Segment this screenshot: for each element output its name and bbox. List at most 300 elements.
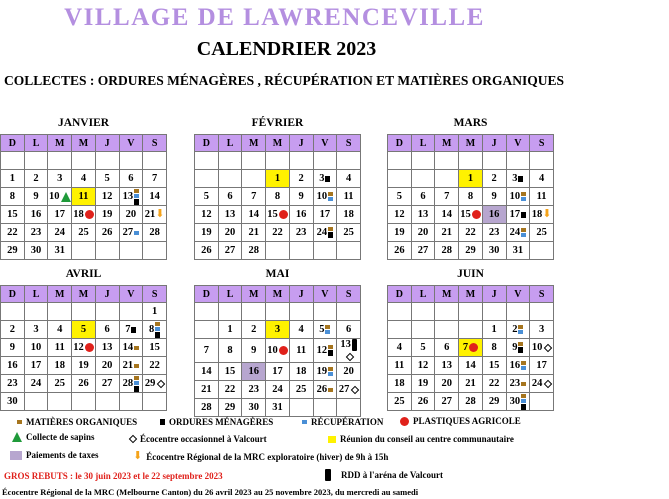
day-cell [337,242,361,260]
day-cell [1,339,25,357]
down-arrow-icon: ⬇ [542,208,552,221]
day-number: 15 [224,366,236,377]
day-number: 1 [467,173,474,184]
day-cell [435,393,459,411]
week-row [1,357,167,375]
day-number: 23 [295,227,307,238]
day-cell [411,206,435,224]
day-number: 18 [295,366,307,377]
day-cell [143,339,167,357]
day-number: 12 [73,342,84,353]
day-cell [506,321,530,339]
day-cell [95,303,119,321]
brown-square-icon [521,192,526,196]
legend-council [328,434,514,444]
day-cell [482,242,506,260]
day-number: 28 [465,396,476,407]
day-number: 31 [512,245,524,256]
day-cell [459,224,483,242]
day-cell [411,303,435,321]
day-cell [459,339,483,357]
day-cell [435,170,459,188]
day-number: 13 [224,209,236,220]
day-number: 28 [441,245,452,256]
down-arrow-icon: ⬇ [133,450,143,462]
day-cell [313,152,337,170]
day-cell [266,363,290,381]
day-number: 16 [488,209,500,220]
black-square-icon [518,347,523,353]
day-number: 14 [149,191,160,202]
day-number: 8 [274,191,281,202]
day-number: 2 [33,173,39,184]
day-number: 19 [78,360,89,371]
collection-markers [521,382,526,386]
week-row [1,321,167,339]
brown-square-icon [134,376,139,380]
day-cell [313,303,337,321]
legend-rdd [325,469,443,481]
month-table [0,134,167,260]
day-cell [482,375,506,393]
week-row [195,206,361,224]
day-cell [337,188,361,206]
red-dot-icon [472,210,481,219]
day-cell [482,152,506,170]
week-row [1,375,167,393]
day-number: 20 [417,227,429,238]
day-number: 6 [345,324,352,335]
day-number: 9 [491,191,497,202]
day-cell [143,188,167,206]
day-cell [313,224,337,242]
day-cell [195,339,219,363]
day-number: 7 [462,342,469,353]
day-cell [459,152,483,170]
day-cell [24,206,48,224]
week-row [1,152,167,170]
day-cell [1,321,25,339]
day-number: 17 [509,209,521,220]
diamond-icon [129,435,137,443]
week-row [195,381,361,399]
day-cell [195,363,219,381]
day-cell [242,303,266,321]
month-name: MARS [453,117,488,129]
day-cell [482,188,506,206]
day-cell [24,375,48,393]
day-number: 4 [80,173,87,184]
day-cell [48,339,72,357]
day-cell [266,321,290,339]
day-cell [95,393,119,411]
day-cell [195,152,219,170]
blue-square-icon [518,330,523,334]
day-number: 11 [536,191,547,202]
day-number: 7 [444,191,450,202]
day-cell [48,375,72,393]
day-cell [195,381,219,399]
day-cell [143,375,167,393]
day-cell [411,242,435,260]
day-number: 20 [125,209,137,220]
day-cell [506,375,530,393]
day-cell [506,303,530,321]
collection-markers [325,325,330,334]
month-name: AVRIL [65,268,102,280]
day-cell [218,363,242,381]
day-number: 9 [33,191,39,202]
weekday-header: D [1,286,25,303]
day-number: 4 [538,173,545,184]
day-number: 6 [128,173,134,184]
day-cell [435,206,459,224]
day-number: 25 [78,227,89,238]
day-number: 9 [512,341,518,353]
legend-rdd-label: RDD à l'aréna de Valcourt [341,470,443,480]
legend-household-label: ORDURES MÉNAGÈRES [169,417,274,427]
day-number: 1 [9,173,15,184]
week-row [1,303,167,321]
day-number: 29 [224,402,236,413]
black-square-icon [521,212,526,218]
day-number: 8 [9,191,15,202]
calendar-title: CALENDRIER 2023 [196,38,377,60]
day-cell [530,206,554,224]
day-cell [388,393,412,411]
weekday-header: S [530,286,554,303]
day-number: 3 [512,173,518,184]
day-number: 6 [420,191,426,202]
day-cell [119,152,143,170]
day-number: 22 [465,227,476,238]
weekday-header: M [48,135,72,152]
day-cell [266,242,290,260]
day-number: 30 [30,245,42,256]
weekday-header: D [388,135,412,152]
day-number: 10 [509,191,521,202]
day-cell [1,393,25,411]
collections-subtitle: COLLECTES : ORDURES MÉNAGÈRES , RÉCUPÉRATION ET MATIÈRES ORGANIQUES [4,73,564,88]
week-row [388,224,554,242]
day-number: 22 [488,378,500,389]
weekday-header: S [143,135,167,152]
black-bar-icon [352,339,357,351]
day-number: 4 [396,342,402,353]
day-cell [1,357,25,375]
yellow-square-icon [328,436,336,443]
day-cell [48,393,72,411]
collection-markers [521,212,526,218]
day-number: 15 [149,342,160,353]
day-number: 19 [316,366,328,377]
day-cell [48,321,72,339]
day-number: 27 [441,396,452,407]
day-number: 3 [33,324,39,335]
weekday-header: M [459,286,483,303]
day-cell [506,393,530,411]
day-number: 1 [274,173,281,184]
week-row [195,363,361,381]
legend-ecocentre-winter-label: Écocentre Régional de la MRC exploratoire (hiver) de 9h à 15h [146,451,389,462]
week-row [388,375,554,393]
week-row [195,224,361,242]
day-cell [48,224,72,242]
day-cell [530,339,554,357]
day-number: 19 [394,227,405,238]
day-number: 26 [394,245,405,256]
week-row [1,242,167,260]
day-cell [119,188,143,206]
day-number: 8 [227,345,233,356]
day-cell [506,224,530,242]
brown-square-icon [518,325,523,329]
day-number: 6 [104,324,110,335]
weekday-header: S [143,286,167,303]
week-row [195,152,361,170]
collection-markers [325,176,330,182]
weekday-header: M [435,135,459,152]
day-number: 22 [7,227,18,238]
day-number: 26 [316,384,328,395]
day-cell [289,381,313,399]
day-cell [24,224,48,242]
day-cell [388,242,412,260]
day-cell [119,242,143,260]
day-number: 23 [488,227,500,238]
day-number: 5 [203,191,209,202]
day-number: 7 [125,324,131,335]
day-cell [48,188,72,206]
day-cell [72,206,96,224]
day-cell [242,188,266,206]
weekday-header: L [24,135,48,152]
day-number: 27 [122,227,134,238]
day-number: 17 [30,360,42,371]
day-number: 18 [394,378,405,389]
day-cell [337,363,361,381]
day-cell [530,224,554,242]
day-number: 28 [149,227,160,238]
blue-square-icon [134,231,139,235]
week-row [388,152,554,170]
day-number: 30 [488,245,500,256]
week-row [195,170,361,188]
legend-recycling [302,417,383,427]
day-number: 4 [345,173,352,184]
red-dot-icon [85,343,94,352]
collection-markers [328,227,333,238]
black-square-icon [325,176,330,182]
day-number: 28 [201,402,212,413]
day-cell [1,242,25,260]
day-number: 27 [101,378,113,389]
day-number: 21 [441,227,452,238]
day-cell [337,303,361,321]
legend-council-label: Réunion du conseil au centre communautaire [340,434,514,444]
legend-trees [12,432,95,442]
day-number: 7 [203,345,209,356]
day-cell [24,321,48,339]
day-cell [48,357,72,375]
day-cell [24,242,48,260]
day-cell [143,393,167,411]
day-cell [218,242,242,260]
day-number: 10 [316,191,328,202]
day-number: 14 [465,360,476,371]
day-cell [411,152,435,170]
day-cell [388,188,412,206]
day-cell [24,188,48,206]
day-number: 12 [316,344,328,356]
day-cell [388,321,412,339]
down-arrow-icon: ⬇ [155,208,165,221]
day-number: 1 [227,324,233,335]
day-cell [195,188,219,206]
collection-markers [521,361,526,370]
day-cell [411,224,435,242]
day-number: 22 [224,384,236,395]
day-cell [195,170,219,188]
collection-markers [134,376,139,392]
day-cell [506,242,530,260]
day-number: 5 [319,324,325,335]
month-name: MAI [265,268,290,280]
weekday-header: S [337,286,361,303]
blue-square-icon [134,194,139,198]
day-cell [289,242,313,260]
day-cell [95,170,119,188]
day-cell [195,321,219,339]
day-number: 26 [417,396,429,407]
day-cell [289,170,313,188]
day-cell [143,170,167,188]
day-number: 12 [101,191,113,202]
day-cell [313,339,337,363]
day-cell [289,339,313,363]
day-cell [482,303,506,321]
day-cell [435,357,459,375]
day-number: 18 [343,209,354,220]
day-cell [1,375,25,393]
day-cell [289,224,313,242]
day-cell [411,375,435,393]
day-cell [482,393,506,411]
day-number: 3 [319,173,325,184]
day-cell [195,206,219,224]
day-cell [95,242,119,260]
collection-markers [134,346,139,350]
diamond-icon [351,385,359,393]
weekday-header: D [195,286,219,303]
collection-markers [328,192,333,201]
day-cell [530,321,554,339]
day-number: 7 [251,191,257,202]
day-cell [24,357,48,375]
day-cell [313,170,337,188]
blue-square-icon [521,399,526,403]
day-cell [95,357,119,375]
weekday-header: M [266,135,290,152]
day-number: 15 [488,360,500,371]
day-cell [143,303,167,321]
weekday-header: L [218,135,242,152]
day-cell [72,339,96,357]
day-cell [195,303,219,321]
day-number: 6 [227,191,233,202]
weekday-header: L [411,135,435,152]
brown-square-icon [518,342,523,346]
week-row [388,393,554,411]
week-row [388,321,554,339]
day-cell [506,152,530,170]
collection-markers [155,322,160,338]
day-cell [119,393,143,411]
day-cell [411,393,435,411]
diamond-icon [544,379,552,387]
day-cell [95,152,119,170]
day-number: 13 [340,339,351,351]
weekday-header: L [411,286,435,303]
day-number: 12 [394,209,405,220]
day-cell [459,393,483,411]
week-row [195,242,361,260]
day-cell [482,321,506,339]
day-cell [95,206,119,224]
collection-markers [131,327,136,333]
day-cell [266,206,290,224]
day-cell [435,375,459,393]
day-number: 27 [338,384,350,395]
day-number: 2 [9,324,15,335]
brown-square-icon [134,346,139,350]
week-row [1,206,167,224]
day-number: 12 [417,360,429,371]
day-number: 15 [460,209,471,220]
black-square-icon [155,332,160,338]
day-cell [337,321,361,339]
black-square-icon [518,176,523,182]
weekday-header: J [95,135,119,152]
day-number: 24 [30,378,42,389]
day-number: 25 [343,227,354,238]
day-cell [506,339,530,357]
weekday-header: M [72,286,96,303]
day-number: 18 [531,208,543,220]
tree-icon [61,192,71,202]
day-number: 5 [104,173,110,184]
day-cell [1,303,25,321]
day-number: 7 [151,173,158,184]
day-number: 20 [224,227,236,238]
day-cell [482,339,506,357]
brown-square-icon [521,382,526,386]
day-number: 11 [54,342,65,353]
week-row [195,303,361,321]
day-cell [313,188,337,206]
blue-square-icon [134,381,139,385]
day-cell [388,224,412,242]
day-cell [72,321,96,339]
day-cell [218,339,242,363]
day-number: 3 [538,324,545,335]
brown-square-icon [521,361,526,365]
day-number: 11 [296,345,307,356]
black-square-icon [160,419,165,425]
collection-markers [134,231,139,235]
day-cell [337,206,361,224]
diamond-icon [544,343,552,351]
